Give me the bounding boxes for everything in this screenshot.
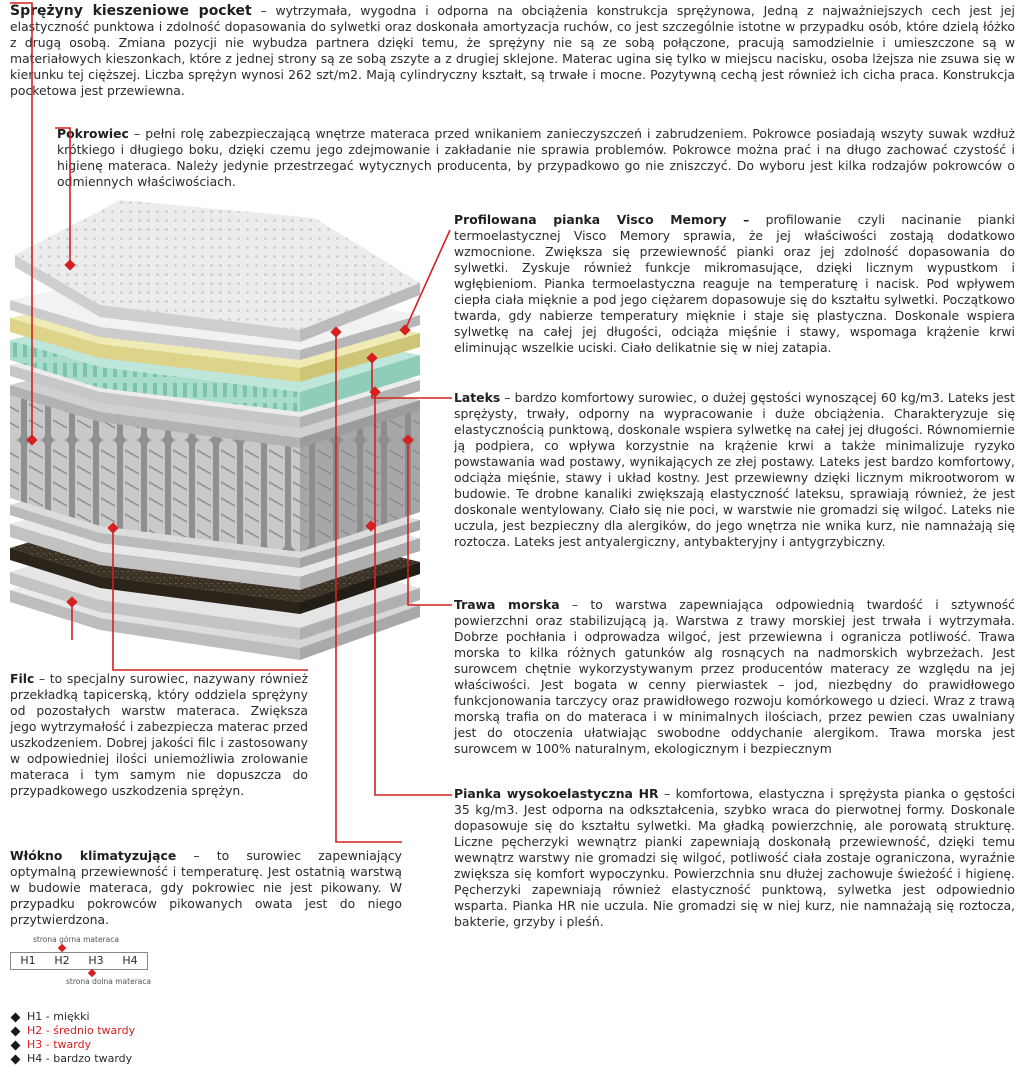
felt-text: – to specjalny surowiec, nazywany również przekładką tapicerską, który oddziela sprężyny od pozostałych warstw materaca. Zwiększa jego wytrzymałość i zabezpiecza materac przed uszkodzeniem. Dobrej jakości filc i zastosowany w odpowiedniej ilości uniemożliwia zrolowanie materaca i tym samym nie dopuszcza do przypadkowego uszkodzenia sprężyn.	[10, 671, 308, 798]
legend-item-h3	[10, 1038, 135, 1052]
felt-title: Filc	[10, 671, 35, 686]
hr-text: – komfortowa, elastyczna i sprężysta pianka o gęstości 35 kg/m3. Jest odporna na odkształcenia, szybko wraca do pierwotnej formy. Doskonale dopasowuje się do kształtu sylwetki. Ma gładką powierzchnię, ale porowatą strukturę. Liczne pęcherzyki wewnątrz pianki zapewniają doskonałą przewiewność, dzięki temu wewnątrz warstwy nie gromadzi się wilgoć, potliwość ciała zostaje ograniczona, wyraźnie zwiększa się komfort wypoczynku. Powierzchnia snu dłużej zachowuje świeżość i higienę. Pęcherzyki zapewniają również elastyczność punktową, sylwetka jest odpowiednio wsparta. Pianka HR nie uczula. Nie gromadzi się w niej kurz, nie namnażają się roztocza, bakterie, grzyby i pleśń.	[454, 786, 1016, 929]
hardness-scale	[10, 952, 148, 970]
hardness-level-h3: H3	[88, 954, 104, 967]
hardness-bottom-label: strona dolna materaca	[66, 977, 152, 986]
fiber-text: – to surowiec zapewniający optymalną przewiewność i temperaturę. Jest ostatnią warstwą w budowie materaca, gdy pokrowiec nie jest pikowany. W przypadku pokrowców pikowanych owata jest do niego przytwierdzona.	[10, 848, 403, 927]
legend-label: H4 - bardzo twardy	[27, 1052, 133, 1065]
diamond-icon	[11, 1026, 21, 1036]
hardness-legend	[10, 1010, 135, 1066]
visco-text: profilowanie czyli nacinanie pianki termoelastycznej Visco Memory sprawia, że jej właściwości zostają dodatkowo wzmocnione. Zwiększa się przewiewność pianki oraz jej zdolność dopasowania do sylwetki. Zyskuje również funkcje mikromasujące, dzięki licznym wypustkom i wgłębieniom. Pianka termoelastyczna reaguje na temperaturę i nacisk. Pod wpływem ciepła ciała mięknie a pod jego ciężarem dopasowuje się do kształtu sylwetki. Początkowo twarda, gdy nabierze temperatury mięknie i staje się plastyczna. Doskonale wspiera sylwetkę na całej jej długości, odciąża mięśnie i stawy, wspomaga krążenie krwi eliminując wszelkie uciski. Ciało delikatnie się w niej zatapia.	[454, 212, 1015, 355]
hardness-top-label: strona górna materaca	[33, 935, 119, 944]
springs-title: Sprężyny kieszeniowe pocket	[10, 3, 252, 19]
latex-text: – bardzo komfortowy surowiec, o dużej gęstości wynoszącej 60 kg/m3. Lateks jest sprężysty, trwały, odporny na wypracowanie i duże obciążenia. Charakteryzuje się elastycznością punktową, doskonale wspiera sylwetkę na całej jej długości. Równomiernie ją podpiera, co wpływa korzystnie na krążenie krwi a także minimalizuje ryzyko powstawania wad postawy, wynikających ze złej postawy. Lateks jest bardzo komfortowy, odciąża mięśnie, stawy i układ kostny. Jest przewiewny dzięki licznym mikrootworom w budowie. Te drobne kanaliki zwiększają elastyczność lateksu, sprawiają również, że jest doskonale wentylowany. Ciało się nie poci, w warstwie nie gromadzi się wilgoć. Lateks nie uczula, jest bezpieczny dla alergików, do jego wnętrza nie wnika kurz, nie namnażają się roztocza. Lateks jest antyalergiczny, antybakteryjny i antygrzybiczny.	[454, 390, 1015, 549]
legend-label: H1 - miękki	[27, 1010, 90, 1023]
diamond-icon	[11, 1054, 21, 1064]
latex-title: Lateks	[454, 390, 501, 405]
cover-text: – pełni rolę zabezpieczającą wnętrze materaca przed wnikaniem zanieczyszczeń i zabrudzeniem. Pokrowce posiadają wszyty suwak wzdłuż krótkiego i długiego boku, dzięki czemu jego zdejmowanie i zakładanie nie sprawia problemów. Pokrowce można prać i na długo zachować czystość i higienę materaca. Należy jedynie przestrzegać wytycznych producenta, by przypadkowo go nie zniszczyć. Do wyboru jest kilka rodzajów pokrowców o odmiennych właściwościach.	[57, 126, 1015, 189]
hardness-level-h4: H4	[122, 954, 138, 967]
diamond-icon	[11, 1040, 21, 1050]
legend-label: H3 - twardy	[27, 1038, 92, 1051]
legend-item-h4	[10, 1052, 135, 1066]
fiber-title: Włókno klimatyzujące	[10, 848, 177, 863]
hardness-level-h1: H1	[20, 954, 36, 967]
visco-title: Profilowana pianka Visco Memory –	[454, 212, 750, 227]
seagrass-text: – to warstwa zapewniająca odpowiednią twardość i sztywność powierzchni oraz stabilizującą ją. Warstwa z trawy morskiej jest trwała i wytrzymała. Dobrze pochłania i odprowadza wilgoć, jest przewiewna i ogranicza potliwość. Trawa morska to kilka różnych gatunków alg rosnących na nadmorskich wybrzeżach. Jest surowcem chętnie wykorzystywanym przez producentów materacy ze względu na jej właściwości. Jest bogata w cenny pierwiastek – jod, niezbędny do prawidłowego funkcjonowania tarczycy oraz prawidłowego rozwoju komórkowego u dzieci. Wraz z trawą morską trafia on do materaca i w minimalnych ilościach, przez pewien czas uwalniany jest do otoczenia ułatwiając swobodne oddychanie alergikom. Trawa morska jest surowcem w 100% naturalnym, ekologicznym i bezpiecznym	[454, 597, 1015, 756]
hardness-level-h2: H2	[54, 954, 70, 967]
legend-label: H2 - średnio twardy	[27, 1024, 136, 1037]
legend-item-h2	[10, 1024, 135, 1038]
seagrass-title: Trawa morska	[454, 597, 560, 612]
hr-title: Pianka wysokoelastyczna HR	[454, 786, 659, 801]
legend-item-h1	[10, 1010, 135, 1024]
diamond-icon	[11, 1012, 21, 1022]
cover-title: Pokrowiec	[57, 126, 129, 141]
springs-text: – wytrzymała, wygodna i odporna na obciążenia konstrukcja sprężynowa, Jedną z najważniejszych cech jest jej elastyczność punktowa i zdolność dopasowania do sylwetki oraz doskonała amortyzacja ruchów, co jest szczególnie istotne w przypadku osób, które dzielą łóżko z drugą osobą. Zmiana pozycji nie wybudza partnera dzięki temu, że sprężyny nie są ze sobą połączone, pracują samodzielnie i umieszczone są w materiałowych kieszonkach, które z jednej strony są ze sobą zszyte a z drugiej sklejone. Materac ugina się tylko w miejscu nacisku, osoba lżejsza nie zsuwa się w kierunku tej cięższej. Liczba sprężyn wynosi 262 szt/m2. Mają cylindryczny kształt, są trwałe i mocne. Pozytywną cechą jest również ich cicha praca. Konstrukcja pocketowa jest przewiewna.	[10, 3, 1015, 98]
